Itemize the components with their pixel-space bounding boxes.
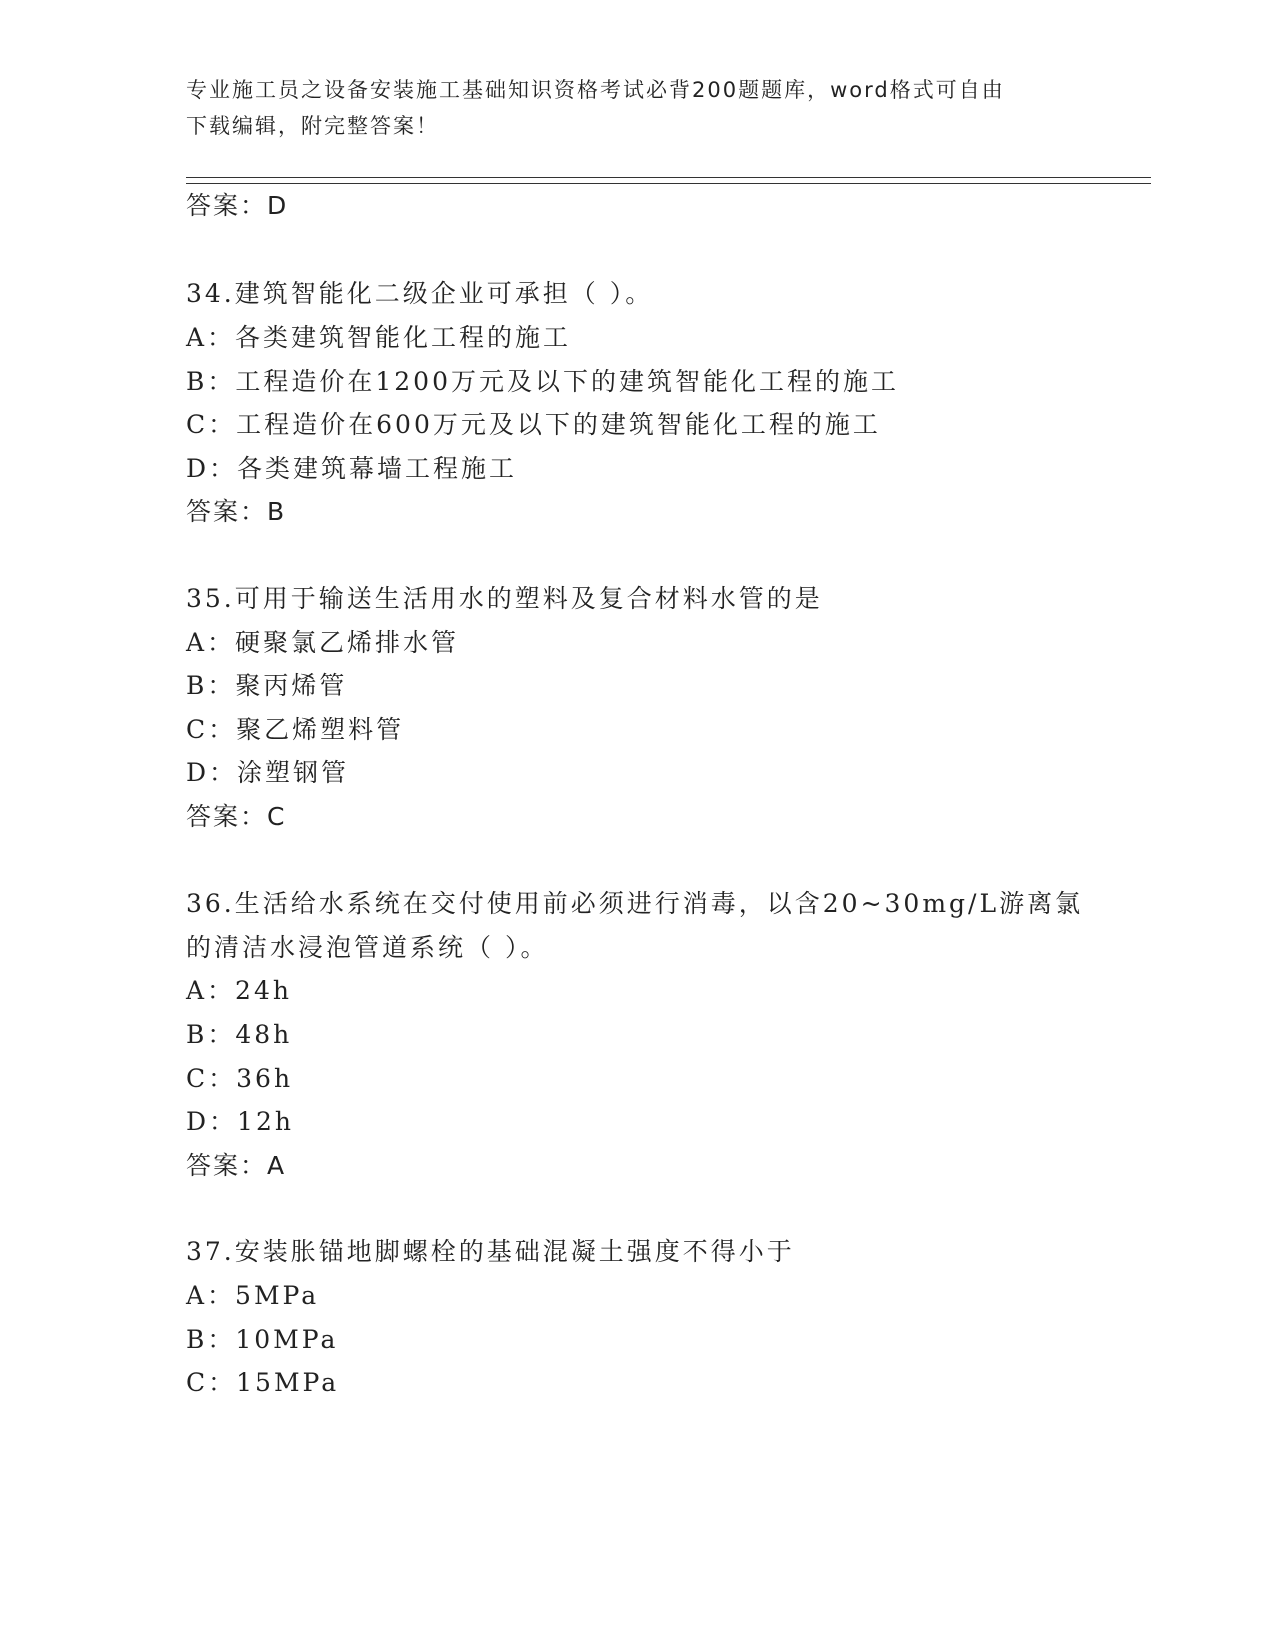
question-35-option-c: C：聚乙烯塑料管 xyxy=(186,715,405,744)
question-36-option-b: B：48h xyxy=(186,1020,293,1049)
page-header xyxy=(186,72,1066,144)
question-34-option-a: A：各类建筑智能化工程的施工 xyxy=(186,323,572,352)
question-36-option-a: A：24h xyxy=(186,976,292,1005)
answer-34: 答案：B xyxy=(186,497,287,526)
question-34-option-c: C：工程造价在600万元及以下的建筑智能化工程的施工 xyxy=(186,410,881,439)
question-34-option-b: B：工程造价在1200万元及以下的建筑智能化工程的施工 xyxy=(186,367,899,396)
header-divider-bottom xyxy=(186,183,1151,184)
question-37-option-a: A：5MPa xyxy=(186,1281,320,1310)
header-title-line-1: 专业施工员之设备安装施工基础知识资格考试必背200题题库，word格式可自由 xyxy=(186,78,1005,102)
question-36-option-c: C：36h xyxy=(186,1064,294,1093)
question-37-option-b: B：10MPa xyxy=(186,1325,339,1354)
question-34-stem: 34.建筑智能化二级企业可承担（ ）。 xyxy=(186,279,654,308)
question-37-stem: 37.安装胀锚地脚螺栓的基础混凝土强度不得小于 xyxy=(186,1237,795,1266)
question-37-option-c: C：15MPa xyxy=(186,1368,340,1397)
question-36-option-d: D：12h xyxy=(186,1107,294,1136)
answer-35: 答案：C xyxy=(186,802,287,831)
header-divider-top xyxy=(186,177,1151,178)
question-35-option-b: B：聚丙烯管 xyxy=(186,671,348,700)
header-title-line-2: 下载编辑，附完整答案！ xyxy=(186,114,439,138)
answer-33: 答案：D xyxy=(186,191,289,220)
question-36-stem-line-1: 36.生活给水系统在交付使用前必须进行消毒，以含20~30mg/L游离氯 xyxy=(186,889,1084,918)
question-34-option-d: D：各类建筑幕墙工程施工 xyxy=(186,454,518,483)
question-35-stem: 35.可用于输送生活用水的塑料及复合材料水管的是 xyxy=(186,584,823,613)
question-35-option-a: A：硬聚氯乙烯排水管 xyxy=(186,628,460,657)
question-36-stem-line-2: 的清洁水浸泡管道系统（ ）。 xyxy=(186,933,549,962)
question-35-option-d: D：涂塑钢管 xyxy=(186,758,350,787)
answer-36: 答案：A xyxy=(186,1151,287,1180)
